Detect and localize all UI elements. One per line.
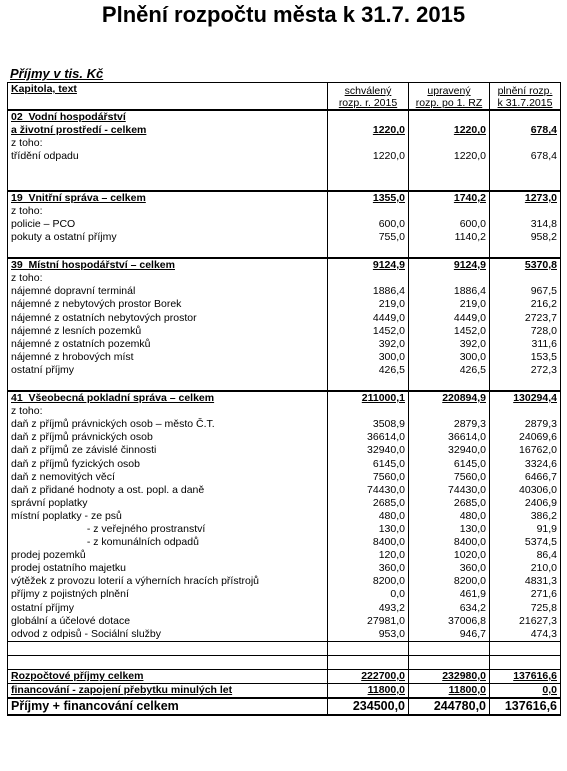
row-label: správní poplatky	[8, 497, 328, 510]
cell-approved	[328, 405, 409, 418]
row-label: z toho:	[8, 405, 328, 418]
cell-approved: 1452,0	[328, 325, 409, 338]
row-label	[8, 641, 328, 655]
cell-approved: 3508,9	[328, 418, 409, 431]
row-label	[8, 377, 328, 391]
cell-approved	[328, 272, 409, 285]
cell-approved: 11800,0	[328, 684, 409, 699]
cell-approved: 755,0	[328, 231, 409, 244]
cell-fulfilment: 24069,6	[490, 431, 561, 444]
row-label: - z veřejného prostranství	[8, 523, 328, 536]
row-label: financování - zapojení přebytku minulých let	[8, 684, 328, 699]
table-row	[8, 405, 561, 418]
table-row	[8, 377, 561, 391]
cell-fulfilment: 40306,0	[490, 484, 561, 497]
cell-fulfilment	[490, 137, 561, 150]
header-fulfilment-line2: k 31.7.2015	[497, 97, 553, 109]
cell-adjusted	[409, 405, 490, 418]
row-label: pokuty a ostatní příjmy	[8, 231, 328, 244]
cell-adjusted	[409, 655, 490, 669]
cell-adjusted: 220894,9	[409, 391, 490, 405]
row-label: prodej pozemků	[8, 549, 328, 562]
cell-approved: 7560,0	[328, 471, 409, 484]
cell-fulfilment: 16762,0	[490, 444, 561, 457]
cell-approved: 953,0	[328, 628, 409, 642]
cell-adjusted: 600,0	[409, 218, 490, 231]
cell-approved: 36614,0	[328, 431, 409, 444]
cell-approved	[328, 641, 409, 655]
table-row	[8, 523, 561, 536]
cell-fulfilment: 314,8	[490, 218, 561, 231]
cell-adjusted: 2685,0	[409, 497, 490, 510]
page-title: Plnění rozpočtu města k 31.7. 2015	[101, 2, 466, 27]
cell-approved: 1220,0	[328, 150, 409, 163]
cell-fulfilment	[490, 641, 561, 655]
cell-adjusted: 130,0	[409, 523, 490, 536]
table-row	[8, 391, 561, 405]
header-approved-line2: rozp. r. 2015	[338, 97, 398, 109]
cell-adjusted	[409, 641, 490, 655]
table-row	[8, 655, 561, 669]
cell-approved: 426,5	[328, 364, 409, 377]
row-label: Rozpočtové příjmy celkem	[8, 669, 328, 683]
cell-approved	[328, 205, 409, 218]
cell-adjusted	[409, 244, 490, 258]
cell-fulfilment: 6466,7	[490, 471, 561, 484]
table-row	[8, 163, 561, 176]
cell-approved: 234500,0	[328, 698, 409, 715]
cell-adjusted: 8400,0	[409, 536, 490, 549]
cell-adjusted	[409, 272, 490, 285]
row-label: nájemné z nebytových prostor Borek	[8, 298, 328, 311]
table-row	[8, 497, 561, 510]
row-label	[8, 176, 328, 190]
table-row	[8, 258, 561, 272]
cell-fulfilment	[490, 655, 561, 669]
cell-adjusted: 392,0	[409, 338, 490, 351]
cell-approved: 8200,0	[328, 575, 409, 588]
table-row	[8, 471, 561, 484]
cell-adjusted	[409, 110, 490, 124]
header-approved	[328, 83, 409, 111]
table-row	[8, 311, 561, 324]
table-row	[8, 244, 561, 258]
cell-approved: 360,0	[328, 562, 409, 575]
cell-fulfilment	[490, 272, 561, 285]
row-label: daň z příjmů právnických osob – město Č.T.	[8, 418, 328, 431]
cell-fulfilment: 3324,6	[490, 457, 561, 470]
cell-approved: 1355,0	[328, 191, 409, 205]
cell-adjusted: 300,0	[409, 351, 490, 364]
table-row	[8, 669, 561, 683]
cell-adjusted: 426,5	[409, 364, 490, 377]
cell-adjusted: 244780,0	[409, 698, 490, 715]
cell-adjusted: 11800,0	[409, 684, 490, 699]
table-row	[8, 325, 561, 338]
cell-approved: 493,2	[328, 601, 409, 614]
row-label: daň z příjmů ze závislé činnosti	[8, 444, 328, 457]
row-label: 39 Místní hospodářství – celkem	[8, 258, 328, 272]
row-label: a životní prostředí - celkem	[8, 124, 328, 137]
cell-adjusted: 9124,9	[409, 258, 490, 272]
cell-adjusted	[409, 377, 490, 391]
cell-approved	[328, 110, 409, 124]
cell-approved: 120,0	[328, 549, 409, 562]
cell-fulfilment	[490, 176, 561, 190]
cell-approved: 8400,0	[328, 536, 409, 549]
cell-fulfilment	[490, 377, 561, 391]
cell-approved: 32940,0	[328, 444, 409, 457]
cell-fulfilment: 311,6	[490, 338, 561, 351]
row-label: nájemné z ostatních nebytových prostor	[8, 311, 328, 324]
cell-approved: 1886,4	[328, 285, 409, 298]
cell-fulfilment: 271,6	[490, 588, 561, 601]
cell-fulfilment: 272,3	[490, 364, 561, 377]
cell-fulfilment: 5370,8	[490, 258, 561, 272]
budget-table	[7, 82, 561, 716]
cell-approved	[328, 655, 409, 669]
header-chapter: Kapitola, text	[8, 83, 328, 111]
row-label: policie – PCO	[8, 218, 328, 231]
cell-approved: 1220,0	[328, 124, 409, 137]
cell-approved	[328, 176, 409, 190]
cell-fulfilment	[490, 110, 561, 124]
cell-adjusted: 461,9	[409, 588, 490, 601]
table-row	[8, 285, 561, 298]
cell-fulfilment: 386,2	[490, 510, 561, 523]
cell-approved: 4449,0	[328, 311, 409, 324]
cell-fulfilment: 474,3	[490, 628, 561, 642]
cell-fulfilment: 153,5	[490, 351, 561, 364]
header-fulfilment	[490, 83, 561, 111]
table-row	[8, 684, 561, 699]
table-row	[8, 298, 561, 311]
cell-adjusted: 1740,2	[409, 191, 490, 205]
cell-fulfilment: 1273,0	[490, 191, 561, 205]
cell-fulfilment: 21627,3	[490, 615, 561, 628]
row-label: z toho:	[8, 137, 328, 150]
cell-adjusted: 1220,0	[409, 150, 490, 163]
cell-approved: 600,0	[328, 218, 409, 231]
cell-fulfilment	[490, 205, 561, 218]
cell-approved: 211000,1	[328, 391, 409, 405]
table-row	[8, 601, 561, 614]
table-row	[8, 431, 561, 444]
cell-adjusted: 1220,0	[409, 124, 490, 137]
row-label: odvod z odpisů - Sociální služby	[8, 628, 328, 642]
cell-adjusted	[409, 137, 490, 150]
cell-adjusted: 36614,0	[409, 431, 490, 444]
cell-adjusted: 37006,8	[409, 615, 490, 628]
cell-adjusted	[409, 163, 490, 176]
row-label	[8, 244, 328, 258]
cell-fulfilment: 678,4	[490, 124, 561, 137]
table-row	[8, 351, 561, 364]
row-label: globální a účelové dotace	[8, 615, 328, 628]
table-row	[8, 615, 561, 628]
row-label: 19 Vnitřní správa – celkem	[8, 191, 328, 205]
cell-approved: 300,0	[328, 351, 409, 364]
cell-fulfilment: 2406,9	[490, 497, 561, 510]
cell-adjusted: 1020,0	[409, 549, 490, 562]
row-label: příjmy z pojistných plnění	[8, 588, 328, 601]
cell-adjusted: 634,2	[409, 601, 490, 614]
row-label: daň z příjmů právnických osob	[8, 431, 328, 444]
cell-fulfilment: 91,9	[490, 523, 561, 536]
row-label: 41 Všeobecná pokladní správa – celkem	[8, 391, 328, 405]
cell-adjusted: 219,0	[409, 298, 490, 311]
cell-adjusted: 2879,3	[409, 418, 490, 431]
row-label: výtěžek z provozu loterií a výherních hracích přístrojů	[8, 575, 328, 588]
cell-approved	[328, 244, 409, 258]
cell-approved: 480,0	[328, 510, 409, 523]
table-header-row	[8, 83, 561, 111]
cell-adjusted: 32940,0	[409, 444, 490, 457]
cell-adjusted: 946,7	[409, 628, 490, 642]
table-row	[8, 510, 561, 523]
table-row	[8, 191, 561, 205]
row-label: ostatní příjmy	[8, 364, 328, 377]
row-label	[8, 655, 328, 669]
row-label	[8, 163, 328, 176]
cell-fulfilment	[490, 244, 561, 258]
table-row	[8, 484, 561, 497]
header-fulfilment-line1: plnění rozp.	[497, 85, 553, 97]
cell-adjusted	[409, 176, 490, 190]
cell-adjusted: 480,0	[409, 510, 490, 523]
row-label: nájemné z hrobových míst	[8, 351, 328, 364]
row-label: třídění odpadu	[8, 150, 328, 163]
cell-fulfilment: 216,2	[490, 298, 561, 311]
table-row	[8, 124, 561, 137]
cell-approved: 0,0	[328, 588, 409, 601]
row-label: nájemné dopravní terminál	[8, 285, 328, 298]
header-adjusted-line2: rozp. po 1. RZ	[415, 97, 483, 109]
row-label: místní poplatky - ze psů	[8, 510, 328, 523]
row-label: Příjmy + financování celkem	[8, 698, 328, 715]
table-row	[8, 205, 561, 218]
table-row	[8, 549, 561, 562]
cell-adjusted: 1886,4	[409, 285, 490, 298]
row-label: nájemné z ostatních pozemků	[8, 338, 328, 351]
row-label: daň z příjmů fyzických osob	[8, 457, 328, 470]
table-row	[8, 137, 561, 150]
cell-approved	[328, 137, 409, 150]
table-row	[8, 272, 561, 285]
table-row	[8, 418, 561, 431]
cell-adjusted: 360,0	[409, 562, 490, 575]
cell-approved	[328, 163, 409, 176]
table-row	[8, 218, 561, 231]
cell-adjusted: 7560,0	[409, 471, 490, 484]
cell-fulfilment: 86,4	[490, 549, 561, 562]
table-row	[8, 698, 561, 715]
header-adjusted	[409, 83, 490, 111]
header-adjusted-line1: upravený	[427, 85, 471, 97]
cell-fulfilment: 678,4	[490, 150, 561, 163]
table-row	[8, 176, 561, 190]
cell-adjusted	[409, 205, 490, 218]
cell-approved: 392,0	[328, 338, 409, 351]
row-label: ostatní příjmy	[8, 601, 328, 614]
cell-approved: 2685,0	[328, 497, 409, 510]
row-label: - z komunálních odpadů	[8, 536, 328, 549]
header-approved-line1: schválený	[344, 85, 392, 97]
table-row	[8, 628, 561, 642]
table-row	[8, 562, 561, 575]
table-row	[8, 444, 561, 457]
cell-fulfilment: 967,5	[490, 285, 561, 298]
cell-fulfilment: 728,0	[490, 325, 561, 338]
cell-approved: 130,0	[328, 523, 409, 536]
cell-approved: 222700,0	[328, 669, 409, 683]
row-label: prodej ostatního majetku	[8, 562, 328, 575]
cell-fulfilment: 2723,7	[490, 311, 561, 324]
cell-adjusted: 1452,0	[409, 325, 490, 338]
cell-approved	[328, 377, 409, 391]
cell-fulfilment: 130294,4	[490, 391, 561, 405]
row-label: 02 Vodní hospodářství	[8, 110, 328, 124]
cell-approved: 9124,9	[328, 258, 409, 272]
table-subtitle: Příjmy v tis. Kč	[10, 66, 104, 81]
row-label: daň z přidané hodnoty a ost. popl. a daně	[8, 484, 328, 497]
row-label: z toho:	[8, 205, 328, 218]
cell-fulfilment: 2879,3	[490, 418, 561, 431]
cell-fulfilment: 5374,5	[490, 536, 561, 549]
cell-fulfilment	[490, 405, 561, 418]
cell-fulfilment	[490, 163, 561, 176]
table-row	[8, 588, 561, 601]
cell-approved: 27981,0	[328, 615, 409, 628]
cell-adjusted: 1140,2	[409, 231, 490, 244]
cell-adjusted: 6145,0	[409, 457, 490, 470]
table-row	[8, 641, 561, 655]
table-row	[8, 457, 561, 470]
table-row	[8, 536, 561, 549]
cell-adjusted: 8200,0	[409, 575, 490, 588]
table-row	[8, 150, 561, 163]
cell-adjusted: 74430,0	[409, 484, 490, 497]
cell-fulfilment: 0,0	[490, 684, 561, 699]
table-row	[8, 575, 561, 588]
table-row	[8, 231, 561, 244]
cell-fulfilment: 210,0	[490, 562, 561, 575]
row-label: nájemné z lesních pozemků	[8, 325, 328, 338]
table-row	[8, 110, 561, 124]
cell-fulfilment: 137616,6	[490, 669, 561, 683]
cell-fulfilment: 4831,3	[490, 575, 561, 588]
row-label: daň z nemovitých věcí	[8, 471, 328, 484]
cell-adjusted: 4449,0	[409, 311, 490, 324]
cell-fulfilment: 137616,6	[490, 698, 561, 715]
cell-approved: 6145,0	[328, 457, 409, 470]
cell-fulfilment: 725,8	[490, 601, 561, 614]
row-label: z toho:	[8, 272, 328, 285]
table-row	[8, 338, 561, 351]
cell-approved: 74430,0	[328, 484, 409, 497]
cell-adjusted: 232980,0	[409, 669, 490, 683]
table-row	[8, 364, 561, 377]
cell-fulfilment: 958,2	[490, 231, 561, 244]
cell-approved: 219,0	[328, 298, 409, 311]
